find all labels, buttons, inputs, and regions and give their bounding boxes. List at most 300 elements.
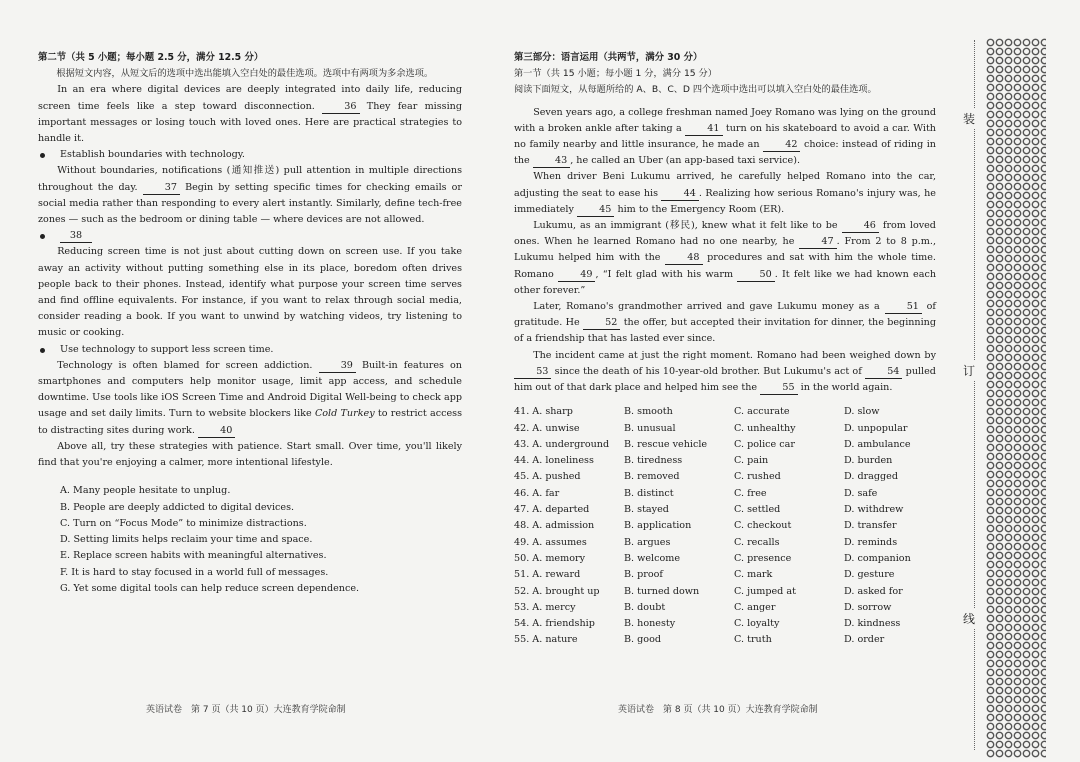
- choice-option: 42. A. unwise: [514, 422, 580, 434]
- pattern-ring: [1014, 750, 1020, 756]
- pattern-ring: [1014, 462, 1020, 468]
- pattern-ring: [1023, 138, 1029, 144]
- text-span: , “I felt glad with his warm: [595, 268, 734, 280]
- pattern-ring: [1041, 570, 1046, 576]
- blank-38: 38: [60, 230, 92, 243]
- pattern-ring: [996, 732, 1002, 738]
- pattern-ring: [1041, 507, 1046, 513]
- option-item: E. Replace screen habits with meaningful alternatives.: [60, 550, 327, 562]
- pattern-ring: [1005, 300, 1011, 306]
- pattern-ring: [1023, 453, 1029, 459]
- pattern-ring: [996, 336, 1002, 342]
- pattern-ring: [1014, 147, 1020, 153]
- blank-39: 39: [319, 360, 356, 373]
- pattern-ring: [1005, 102, 1011, 108]
- pattern-ring: [1023, 66, 1029, 72]
- pattern-ring: [1023, 615, 1029, 621]
- pattern-ring: [1032, 435, 1038, 441]
- bullet-technology: Use technology to support less screen time.: [38, 342, 462, 358]
- pattern-ring: [987, 471, 993, 477]
- blank-53: 53: [514, 366, 551, 379]
- choice-option: C. recalls: [734, 536, 780, 548]
- pattern-ring: [1041, 120, 1046, 126]
- pattern-ring: [1005, 597, 1011, 603]
- pattern-ring: [987, 462, 993, 468]
- pattern-ring: [1014, 129, 1020, 135]
- pattern-ring: [1041, 624, 1046, 630]
- text-span: Begin by setting specific times for checking emails or social media rather than responding to every alert instantly. Similarly, define tech-free zones — such as the bedroom or dining table — where devices are not allowed.: [38, 181, 462, 226]
- pattern-ring: [1014, 318, 1020, 324]
- blank-49: 49: [558, 269, 595, 282]
- pattern-ring: [987, 444, 993, 450]
- pattern-ring: [996, 660, 1002, 666]
- pattern-ring: [1014, 705, 1020, 711]
- pattern-ring: [1041, 399, 1046, 405]
- pattern-ring: [1041, 669, 1046, 675]
- pattern-ring: [1014, 156, 1020, 162]
- pattern-ring: [1014, 84, 1020, 90]
- choice-option: D. safe: [844, 487, 878, 499]
- pattern-ring: [1032, 444, 1038, 450]
- pattern-ring: [996, 480, 1002, 486]
- left-column: [38, 50, 462, 597]
- pattern-ring: [996, 75, 1002, 81]
- pattern-ring: [1023, 579, 1029, 585]
- pattern-ring: [987, 678, 993, 684]
- pattern-ring: [1032, 651, 1038, 657]
- pattern-ring: [1014, 615, 1020, 621]
- pattern-ring: [1023, 399, 1029, 405]
- pattern-ring: [996, 327, 1002, 333]
- pattern-ring: [987, 156, 993, 162]
- pattern-ring: [1005, 417, 1011, 423]
- pattern-ring: [1041, 363, 1046, 369]
- choice-option: D. order: [844, 634, 885, 646]
- pattern-ring: [1023, 345, 1029, 351]
- text-span: They fear missing important messages or losing touch with loved ones. Here are practical strategies to handle it.: [38, 100, 462, 145]
- choice-option: D. slow: [844, 406, 880, 418]
- pattern-ring: [996, 435, 1002, 441]
- pattern-ring: [1032, 723, 1038, 729]
- pattern-ring: [987, 543, 993, 549]
- pattern-ring: [1005, 327, 1011, 333]
- pattern-ring: [1032, 327, 1038, 333]
- pattern-ring: [987, 246, 993, 252]
- pattern-ring: [1023, 390, 1029, 396]
- pattern-ring: [1023, 624, 1029, 630]
- option-item: D. Setting limits helps reclaim your time and space.: [60, 534, 313, 546]
- pattern-ring: [1014, 165, 1020, 171]
- choice-option: B. honesty: [624, 618, 676, 630]
- pattern-ring: [996, 210, 1002, 216]
- pattern-ring: [987, 57, 993, 63]
- choice-option: 45. A. pushed: [514, 471, 581, 483]
- pattern-ring: [1032, 138, 1038, 144]
- pattern-ring: [987, 129, 993, 135]
- pattern-ring: [1014, 219, 1020, 225]
- pattern-ring: [1041, 561, 1046, 567]
- pattern-ring: [1005, 291, 1011, 297]
- pattern-ring: [1032, 354, 1038, 360]
- pattern-ring: [1032, 93, 1038, 99]
- pattern-ring: [1041, 84, 1046, 90]
- blank-36: 36: [322, 101, 359, 114]
- option-item: F. It is hard to stay focused in a world full of messages.: [60, 566, 329, 578]
- page-footer: 英语试卷 第 7 页（共 10 页）大连教育学院命制: [146, 705, 346, 715]
- pattern-ring: [1014, 363, 1020, 369]
- pattern-ring: [996, 633, 1002, 639]
- pattern-ring: [987, 183, 993, 189]
- pattern-ring: [1041, 543, 1046, 549]
- blank-44: 44: [661, 188, 698, 201]
- pattern-ring: [1023, 606, 1029, 612]
- pattern-ring: [987, 723, 993, 729]
- paragraph-alternatives: Reducing screen time is not just about cutting down on screen use. If you take away an activity without putting something else in its place, boredom often drives people back to their phones. Instead, identify what purpose your screen time serves and find offline equivalents. For instance, if you want to relax through social media, consider reading a book. If you want to unwind by watching videos, try listening to music or cooking.: [38, 246, 462, 339]
- pattern-ring: [1032, 525, 1038, 531]
- pattern-ring: [987, 561, 993, 567]
- choice-row: [514, 535, 936, 551]
- pattern-ring: [1032, 336, 1038, 342]
- pattern-ring: [1032, 129, 1038, 135]
- option-item: C. Turn on “Focus Mode” to minimize distractions.: [60, 517, 307, 529]
- pattern-ring: [1023, 174, 1029, 180]
- pattern-ring: [987, 687, 993, 693]
- pattern-ring: [1041, 147, 1046, 153]
- pattern-ring: [1041, 57, 1046, 63]
- pattern-ring: [1032, 255, 1038, 261]
- pattern-ring: [1005, 588, 1011, 594]
- pattern-ring: [1032, 561, 1038, 567]
- pattern-ring: [987, 714, 993, 720]
- choice-row: [514, 437, 936, 453]
- pattern-ring: [1032, 318, 1038, 324]
- pattern-ring: [1014, 264, 1020, 270]
- pattern-ring: [1041, 39, 1046, 45]
- pattern-ring: [1005, 210, 1011, 216]
- choice-option: B. removed: [624, 471, 680, 483]
- blank-46: 46: [842, 220, 879, 233]
- pattern-ring: [1023, 525, 1029, 531]
- pattern-ring: [1005, 66, 1011, 72]
- pattern-ring: [1014, 741, 1020, 747]
- pattern-ring: [1032, 174, 1038, 180]
- pattern-ring: [1023, 498, 1029, 504]
- pattern-ring: [1023, 642, 1029, 648]
- pattern-ring: [1032, 66, 1038, 72]
- pattern-ring: [1014, 237, 1020, 243]
- choice-row: [514, 469, 936, 485]
- pattern-ring: [987, 570, 993, 576]
- pattern-ring: [1032, 633, 1038, 639]
- pattern-ring: [1041, 642, 1046, 648]
- pattern-ring: [1005, 246, 1011, 252]
- pattern-ring: [1032, 480, 1038, 486]
- pattern-ring: [996, 354, 1002, 360]
- pattern-ring: [1023, 732, 1029, 738]
- pattern-ring: [1023, 246, 1029, 252]
- pattern-ring: [1041, 750, 1046, 756]
- pattern-ring: [996, 147, 1002, 153]
- pattern-ring: [1005, 165, 1011, 171]
- pattern-ring: [996, 552, 1002, 558]
- pattern-ring: [1032, 201, 1038, 207]
- pattern-ring: [1032, 471, 1038, 477]
- pattern-ring: [1014, 660, 1020, 666]
- pattern-ring: [1023, 192, 1029, 198]
- pattern-ring: [1041, 48, 1046, 54]
- pattern-ring: [1014, 75, 1020, 81]
- blank-47: 47: [799, 236, 836, 249]
- pattern-ring: [1005, 390, 1011, 396]
- italic-term: Cold Turkey: [314, 408, 375, 420]
- pattern-ring: [1023, 372, 1029, 378]
- pattern-ring: [1005, 543, 1011, 549]
- pattern-ring: [987, 300, 993, 306]
- pattern-ring: [996, 363, 1002, 369]
- pattern-ring: [1023, 201, 1029, 207]
- pattern-ring: [1032, 246, 1038, 252]
- pattern-ring: [1005, 138, 1011, 144]
- pattern-ring: [1032, 120, 1038, 126]
- pattern-ring: [1041, 219, 1046, 225]
- pattern-ring: [1014, 552, 1020, 558]
- choice-option: B. rescue vehicle: [624, 438, 708, 450]
- pattern-ring: [987, 174, 993, 180]
- pattern-ring: [1005, 723, 1011, 729]
- pattern-ring: [1005, 633, 1011, 639]
- right-page: [498, 0, 958, 762]
- pattern-ring: [1014, 696, 1020, 702]
- pattern-ring: [1023, 39, 1029, 45]
- choice-option: D. burden: [844, 455, 893, 467]
- pattern-ring: [996, 498, 1002, 504]
- pattern-ring: [1023, 165, 1029, 171]
- pattern-ring: [1023, 741, 1029, 747]
- pattern-ring: [1041, 723, 1046, 729]
- pattern-ring: [1032, 507, 1038, 513]
- pattern-ring: [996, 93, 1002, 99]
- pattern-ring: [987, 309, 993, 315]
- pattern-ring: [1005, 516, 1011, 522]
- pattern-ring: [996, 165, 1002, 171]
- pattern-ring: [996, 462, 1002, 468]
- text-span: Later, Romano's grandmother arrived and gave Lukumu money as a: [533, 301, 880, 313]
- pattern-ring: [1014, 183, 1020, 189]
- pattern-ring: [987, 84, 993, 90]
- pattern-ring: [987, 354, 993, 360]
- pattern-ring: [1014, 309, 1020, 315]
- pattern-ring: [1005, 318, 1011, 324]
- pattern-ring: [1041, 714, 1046, 720]
- part-title: 第三部分：语言运用（共两节，满分 30 分）: [514, 52, 703, 63]
- pattern-ring: [1032, 192, 1038, 198]
- pattern-ring: [996, 183, 1002, 189]
- pattern-ring: [1023, 588, 1029, 594]
- pattern-ring: [1005, 183, 1011, 189]
- pattern-ring: [1041, 678, 1046, 684]
- pattern-ring: [1014, 561, 1020, 567]
- pattern-ring: [996, 489, 1002, 495]
- pattern-ring: [1041, 696, 1046, 702]
- pattern-ring: [1005, 534, 1011, 540]
- pattern-ring: [1032, 417, 1038, 423]
- pattern-ring: [1005, 354, 1011, 360]
- pattern-ring: [1041, 471, 1046, 477]
- pattern-ring: [1005, 453, 1011, 459]
- pattern-ring: [1032, 516, 1038, 522]
- pattern-ring: [1014, 345, 1020, 351]
- pattern-ring: [1014, 606, 1020, 612]
- pattern-ring: [987, 381, 993, 387]
- pattern-ring: [1005, 57, 1011, 63]
- choice-row: [514, 600, 936, 616]
- pattern-ring: [987, 660, 993, 666]
- pattern-ring: [1005, 120, 1011, 126]
- pattern-ring: [1005, 579, 1011, 585]
- choice-row: [514, 486, 936, 502]
- pattern-ring: [987, 120, 993, 126]
- pattern-ring: [1014, 579, 1020, 585]
- pattern-ring: [1032, 579, 1038, 585]
- pattern-ring: [1032, 552, 1038, 558]
- pattern-ring: [1005, 750, 1011, 756]
- pattern-ring: [996, 543, 1002, 549]
- blank-55: 55: [760, 382, 797, 395]
- pattern-ring: [987, 642, 993, 648]
- pattern-ring: [1014, 444, 1020, 450]
- pattern-ring: [1032, 111, 1038, 117]
- pattern-ring: [1005, 570, 1011, 576]
- pattern-ring: [1041, 192, 1046, 198]
- pattern-ring: [1032, 615, 1038, 621]
- pattern-ring: [987, 732, 993, 738]
- pattern-ring: [1014, 471, 1020, 477]
- pattern-ring: [996, 129, 1002, 135]
- pattern-ring: [987, 264, 993, 270]
- text-span: Seven years ago, a college freshman named Joey Romano was lying on the ground with a broken ankle after taking a: [514, 106, 936, 134]
- pattern-ring: [1014, 57, 1020, 63]
- pattern-ring: [987, 102, 993, 108]
- choice-option: 43. A. underground: [514, 438, 610, 450]
- option-item: B. People are deeply addicted to digital devices.: [60, 501, 295, 513]
- pattern-ring: [996, 174, 1002, 180]
- pattern-ring: [987, 588, 993, 594]
- pattern-ring: [996, 246, 1002, 252]
- pattern-ring: [1005, 228, 1011, 234]
- pattern-ring: [996, 309, 1002, 315]
- pattern-ring: [996, 723, 1002, 729]
- pattern-ring: [1014, 354, 1020, 360]
- choice-option: C. jumped at: [734, 585, 796, 597]
- pattern-ring: [996, 516, 1002, 522]
- pattern-ring: [1014, 372, 1020, 378]
- pattern-ring: [1023, 354, 1029, 360]
- pattern-ring: [987, 390, 993, 396]
- pattern-ring: [1023, 156, 1029, 162]
- pattern-ring: [987, 75, 993, 81]
- right-column: [514, 50, 936, 649]
- pattern-ring: [1041, 453, 1046, 459]
- pattern-ring: [1023, 309, 1029, 315]
- pattern-ring: [1023, 363, 1029, 369]
- pattern-ring: [1005, 714, 1011, 720]
- pattern-ring: [996, 705, 1002, 711]
- choice-option: C. mark: [734, 569, 773, 581]
- paragraph-intro: [38, 82, 462, 147]
- pattern-ring: [1005, 705, 1011, 711]
- choice-option: 50. A. memory: [514, 552, 585, 564]
- pattern-ring: [996, 687, 1002, 693]
- pattern-ring: [996, 57, 1002, 63]
- pattern-ring: [1005, 345, 1011, 351]
- pattern-ring: [1032, 291, 1038, 297]
- pattern-ring: [1041, 75, 1046, 81]
- option-item: G. Yet some digital tools can help reduce screen dependence.: [60, 583, 360, 595]
- choice-option: D. reminds: [844, 536, 898, 548]
- pattern-ring: [1041, 228, 1046, 234]
- instructions: 根据短文内容，从短文后的选项中选出能填入空白处的最佳选项。选项中有两项为多余选项。: [56, 68, 434, 80]
- pattern-ring: [1041, 354, 1046, 360]
- text-span: . Realizing how serious Romano's injury was, he immediately: [514, 187, 936, 215]
- pattern-ring: [1032, 642, 1038, 648]
- paragraph-technology: [38, 358, 462, 439]
- pattern-ring: [1032, 210, 1038, 216]
- pattern-ring: [1014, 678, 1020, 684]
- story-paragraph-3: [514, 218, 936, 299]
- text-span: of gratitude. He: [514, 301, 936, 329]
- pattern-ring: [1023, 570, 1029, 576]
- story-paragraph-1: [514, 105, 936, 170]
- choice-option: C. accurate: [734, 406, 790, 418]
- paragraph-boundaries: [38, 163, 462, 228]
- pattern-ring: [1014, 426, 1020, 432]
- pattern-ring: [987, 255, 993, 261]
- pattern-ring: [1023, 57, 1029, 63]
- pattern-ring: [1032, 165, 1038, 171]
- pattern-ring: [1032, 372, 1038, 378]
- pattern-ring: [996, 417, 1002, 423]
- pattern-ring: [1032, 660, 1038, 666]
- pattern-ring: [987, 273, 993, 279]
- pattern-ring: [1014, 435, 1020, 441]
- pattern-ring: [1014, 138, 1020, 144]
- pattern-ring: [1032, 588, 1038, 594]
- choice-option: D. sorrow: [844, 601, 892, 613]
- pattern-ring: [1032, 102, 1038, 108]
- text-span: choice: instead of riding in the: [514, 139, 936, 167]
- pattern-ring: [1023, 264, 1029, 270]
- pattern-ring: [1005, 75, 1011, 81]
- pattern-ring: [996, 318, 1002, 324]
- pattern-ring: [1041, 129, 1046, 135]
- pattern-ring: [1041, 102, 1046, 108]
- choice-option: B. argues: [624, 536, 671, 548]
- pattern-ring: [996, 201, 1002, 207]
- pattern-ring: [1014, 525, 1020, 531]
- pattern-ring: [996, 345, 1002, 351]
- pattern-ring: [1032, 228, 1038, 234]
- pattern-ring: [987, 534, 993, 540]
- pattern-ring: [1023, 687, 1029, 693]
- pattern-ring: [1041, 210, 1046, 216]
- pattern-ring: [1023, 273, 1029, 279]
- pattern-ring: [1014, 543, 1020, 549]
- pattern-ring: [987, 345, 993, 351]
- pattern-ring: [1014, 66, 1020, 72]
- pattern-ring: [996, 588, 1002, 594]
- choice-row: [514, 616, 936, 632]
- choice-option: 54. A. friendship: [514, 618, 595, 630]
